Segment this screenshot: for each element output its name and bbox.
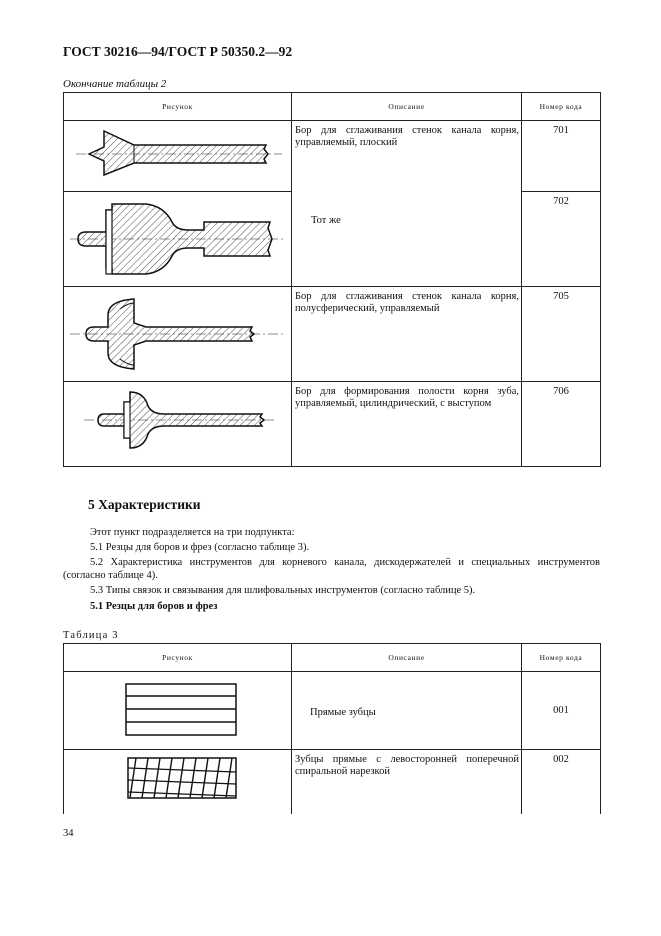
paragraph-intro: Этот пункт подразделяется на три подпункта:	[90, 527, 295, 538]
straight-teeth-icon	[64, 672, 290, 749]
code-cell: 706	[522, 382, 601, 467]
table-3	[63, 643, 601, 814]
paragraph-item-5-1: 5.1 Резцы для боров и фрез (согласно таблице 3).	[90, 542, 310, 553]
document-header: ГОСТ 30216—94/ГОСТ Р 50350.2—92	[63, 44, 293, 59]
column-header-description: Описание	[292, 644, 522, 672]
column-header-description: Описание	[292, 93, 522, 121]
table-header-row	[64, 93, 601, 121]
code-cell: 701	[522, 121, 601, 192]
subsection-heading: 5.1 Резцы для боров и фрез	[90, 601, 218, 612]
table-2	[63, 92, 601, 467]
figure-cell	[64, 750, 292, 814]
table-row	[64, 287, 601, 382]
row-description: Тот же	[311, 215, 341, 226]
description-cell: Бор для сглаживания стенок канала корня, полусферический, управляемый	[292, 287, 522, 382]
figure-cell	[64, 192, 292, 287]
paragraph-item-5-2: 5.2 Характеристика инструментов для корневого канала, дискодержателей и специальных инструментов (согласно таблице 4).	[63, 557, 600, 581]
description-cell: Бор для формирования полости корня зуба, управляемый, цилиндрический, с выступом	[292, 382, 522, 467]
column-header-code: Номер кода	[522, 93, 601, 121]
cylindrical-step-bur-icon	[64, 382, 290, 466]
flared-smoothing-bur-icon	[64, 192, 290, 286]
page-number: 34	[63, 828, 74, 839]
column-header-figure: Рисунок	[64, 93, 292, 121]
figure-cell	[64, 672, 292, 750]
section-heading: 5 Характеристики	[88, 497, 201, 512]
spiral-cut-teeth-icon	[64, 750, 290, 813]
column-header-code: Номер кода	[522, 644, 601, 672]
figure-cell	[64, 121, 292, 192]
flat-smoothing-bur-icon	[64, 121, 290, 191]
code-cell: 002	[522, 750, 601, 814]
table-row	[64, 672, 601, 750]
table-row	[64, 382, 601, 467]
column-header-figure: Рисунок	[64, 644, 292, 672]
row-description: Бор для сглаживания стенок канала корня, управляемый, плоский	[295, 125, 519, 148]
code-cell: 001	[522, 672, 601, 750]
paragraph-item-5-3: 5.3 Типы связок и связывания для шлифовальных инструментов (согласно таблице 5).	[90, 585, 476, 596]
hemispherical-bur-icon	[64, 287, 290, 381]
table-row	[64, 121, 601, 192]
table-row	[64, 750, 601, 814]
figure-cell	[64, 287, 292, 382]
code-cell: 705	[522, 287, 601, 382]
description-cell: Зубцы прямые с левосторонней поперечной спиральной нарезкой	[292, 750, 522, 814]
table3-caption: Таблица 3	[63, 630, 119, 641]
figure-cell	[64, 382, 292, 467]
table-header-row	[64, 644, 601, 672]
table2-caption: Окончание таблицы 2	[63, 78, 167, 90]
description-cell	[292, 121, 522, 287]
description-cell: Прямые зубцы	[292, 672, 522, 750]
code-cell: 702	[522, 192, 601, 287]
